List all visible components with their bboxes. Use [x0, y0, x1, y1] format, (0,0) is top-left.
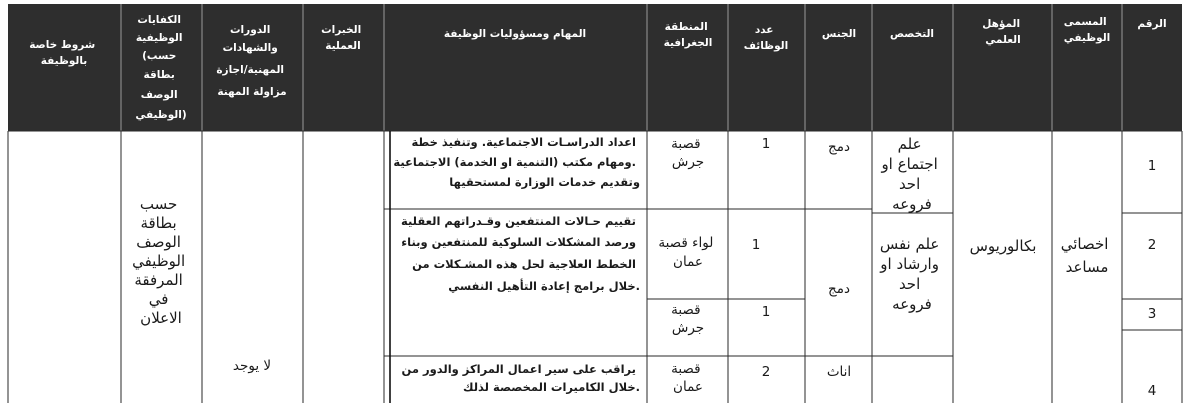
tasks-line: الخطط العلاجية لحل هذه المشـكلات من — [412, 257, 636, 271]
specialization-line: اجتماع او — [881, 155, 938, 173]
header-competencies-line: (حسب — [142, 50, 177, 62]
region-line: لواء قصبة — [658, 235, 714, 251]
header-special-conditions-line: بالوظيفة — [40, 55, 88, 67]
header-specialization: التخصص — [889, 28, 935, 40]
specialization-line: احد — [898, 175, 921, 193]
num-jobs-cell: 1 — [761, 304, 771, 320]
header-competencies-line: الوظيفية — [135, 32, 183, 44]
tasks-line: وتقديم خدمات الوزارة لمستحقيها — [449, 175, 640, 189]
header-experience-line: العملية — [325, 40, 361, 52]
tasks-line: ورصد المشكلات السلوكية للمنتفعين وبناء — [401, 235, 636, 249]
specialization-line: علم — [897, 135, 922, 153]
header-region-line: الجغرافية — [663, 37, 713, 49]
specialization-line: احد — [898, 275, 921, 293]
header-courses-line: مزاولة المهنة — [217, 86, 287, 98]
header-tasks: المهام ومسؤوليات الوظيفة — [443, 28, 587, 40]
header-region-line: المنطقة — [664, 21, 708, 33]
num-jobs-cell: 1 — [761, 136, 771, 152]
header-num-jobs-line: الوظائف — [743, 40, 789, 52]
header-num-jobs-line: عدد — [754, 24, 774, 36]
tasks-line: ومهام مكتب (التنمية او الخدمة) الاجتماعية. — [393, 155, 636, 169]
num-jobs-cell: 1 — [751, 237, 761, 253]
header-courses-line: الدورات — [230, 24, 271, 36]
header-competencies-line: بطاقة — [143, 69, 175, 81]
region-line: قصبة — [671, 136, 701, 152]
row-number: 2 — [1147, 237, 1157, 253]
header-competencies-line: الوصف — [140, 89, 178, 101]
header-experience-line: الخبرات — [321, 24, 362, 36]
specialization-line: وارشاد او — [880, 255, 939, 273]
specialization-line: علم نفس — [879, 235, 940, 253]
region-line: عمان — [673, 254, 703, 270]
job-title-line: اخصائي — [1060, 235, 1109, 253]
competencies-line: الوصف — [136, 233, 181, 251]
header-special-conditions-line: شروط خاصة — [29, 39, 96, 51]
competencies-line: المرفقة — [134, 271, 183, 289]
region-line: عمان — [673, 379, 703, 395]
courses-cell: لا يوجد — [232, 358, 272, 374]
qualification-cell: بكالوريوس — [969, 237, 1037, 255]
header-number: الرقم — [1137, 18, 1167, 30]
tasks-line: يراقب على سير اعمال المراكز والدور من — [401, 362, 636, 376]
tasks-line: اعداد الدراسـات الاجتماعية. وتنفيذ خطة — [411, 135, 636, 149]
competencies-line: الاعلان — [140, 309, 182, 327]
tasks-line: خلال الكاميرات المخصصة لذلك. — [463, 380, 640, 394]
gender-cell: اناث — [826, 364, 852, 380]
competencies-line: في — [148, 290, 169, 308]
competencies-line: الوظيفي — [132, 252, 186, 270]
region-line: قصبة — [671, 361, 701, 377]
specialization-line: فروعه — [892, 295, 932, 313]
header-competencies-line: الكفايات — [137, 14, 181, 26]
row-number: 4 — [1147, 383, 1157, 399]
header-job-title-line: الوظيفي — [1063, 32, 1111, 44]
job-title-line: مساعد — [1065, 258, 1109, 276]
header-qualification-line: العلمي — [985, 34, 1021, 46]
row-number: 3 — [1147, 306, 1157, 322]
tasks-line: تقييم حـالات المنتفعين وقـدراتهم العقلية — [401, 214, 636, 228]
gender-cell: دمج — [828, 139, 850, 155]
gender-cell: دمج — [828, 281, 850, 297]
num-jobs-cell: 2 — [761, 364, 771, 380]
region-line: قصبة — [671, 302, 701, 318]
header-qualification-line: المؤهل — [982, 18, 1021, 30]
header-competencies-line: الوظيفي) — [135, 109, 187, 121]
header-courses-line: المهنية/اجازة — [216, 64, 284, 76]
specialization-line: فروعه — [892, 195, 932, 213]
row-number: 1 — [1147, 158, 1157, 174]
header-courses-line: والشهادات — [222, 42, 278, 54]
competencies-line: حسب — [139, 195, 178, 213]
tasks-line: خلال برامج إعادة التأهيل النفسي. — [448, 279, 640, 293]
region-line: جرش — [671, 320, 705, 336]
header-job-title-line: المسمى — [1063, 16, 1107, 28]
region-line: جرش — [671, 154, 705, 170]
header-gender: الجنس — [821, 28, 857, 40]
competencies-line: بطاقة — [140, 214, 177, 232]
